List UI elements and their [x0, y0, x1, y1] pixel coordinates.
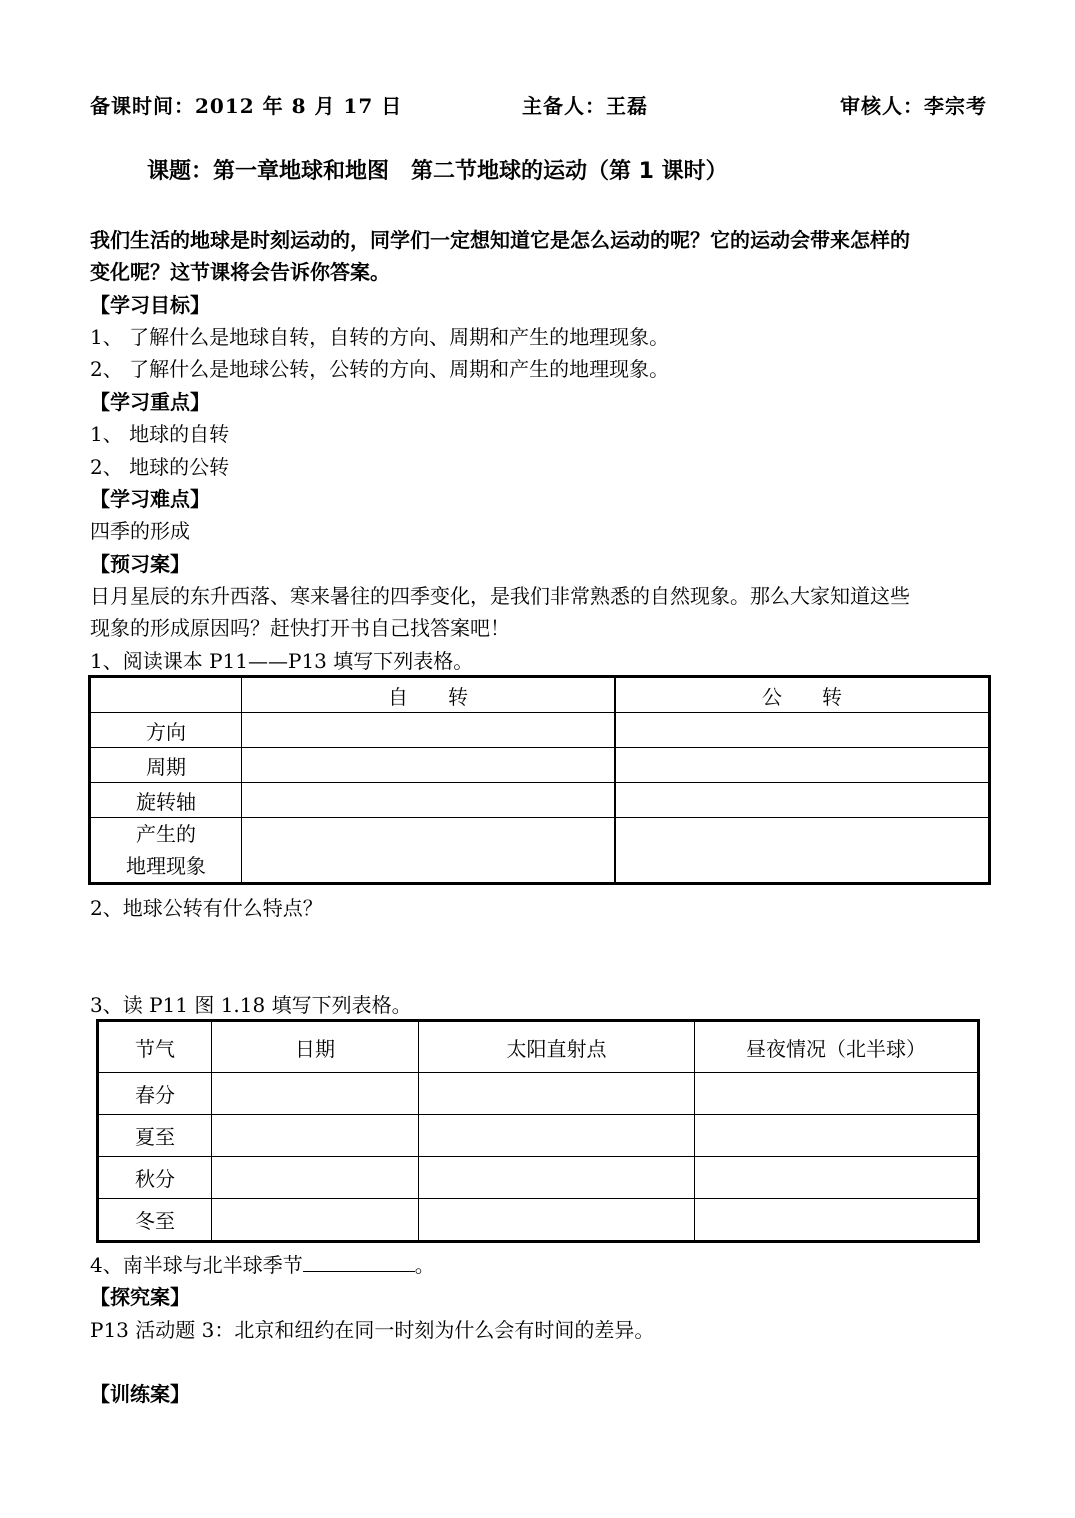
answer-cell[interactable] — [615, 818, 990, 884]
lead-preparer: 主备人：王磊 — [522, 94, 648, 118]
preview-heading: 【预习案】 — [90, 552, 190, 576]
header-direct-point: 太阳直射点 — [419, 1021, 695, 1073]
question-4-prefix: 4、南半球与北半球季节 — [90, 1253, 303, 1277]
goals-heading: 【学习目标】 — [90, 293, 210, 317]
header-revolution: 公 转 — [615, 677, 990, 713]
header-date: 日期 — [212, 1021, 419, 1073]
row-label-phenomena-line-2: 地理现象 — [126, 854, 206, 878]
answer-cell[interactable] — [212, 1157, 419, 1199]
prep-time: 备课时间：2012 年 8 月 17 日 — [90, 94, 403, 118]
explore-text: P13 活动题 3：北京和纽约在同一时刻为什么会有时间的差异。 — [90, 1318, 655, 1342]
goal-item-1: 1、 了解什么是地球自转，自转的方向、周期和产生的地理现象。 — [90, 325, 670, 349]
key-point-item-1: 1、 地球的自转 — [90, 422, 230, 446]
rotation-revolution-table — [88, 675, 991, 885]
answer-cell[interactable] — [212, 1115, 419, 1157]
practice-heading: 【训练案】 — [90, 1382, 190, 1406]
lesson-title: 课题：第一章地球和地图 第二节地球的运动（第 1 课时） — [147, 159, 728, 184]
table-row — [90, 783, 990, 818]
table-row — [98, 1157, 979, 1199]
reviewer: 审核人：李宗考 — [840, 94, 987, 118]
row-label-summer-solstice: 夏至 — [98, 1115, 212, 1157]
row-label-direction: 方向 — [90, 713, 242, 748]
answer-cell[interactable] — [419, 1115, 695, 1157]
question-4 — [90, 1249, 435, 1278]
preview-line-1: 日月星辰的东升西落、寒来暑往的四季变化，是我们非常熟悉的自然现象。那么大家知道这些 — [90, 584, 910, 608]
table-row — [98, 1073, 979, 1115]
answer-cell[interactable] — [419, 1199, 695, 1242]
intro-line-2: 变化呢？这节课将会告诉你答案。 — [90, 260, 390, 284]
answer-cell[interactable] — [419, 1073, 695, 1115]
difficulty-heading: 【学习难点】 — [90, 487, 210, 511]
explore-heading: 【探究案】 — [90, 1285, 190, 1309]
answer-cell[interactable] — [615, 783, 990, 818]
table-row — [90, 713, 990, 748]
question-4-suffix: 。 — [414, 1253, 435, 1277]
answer-cell[interactable] — [242, 783, 616, 818]
preview-line-2: 现象的形成原因吗？赶快打开书自己找答案吧！ — [90, 616, 510, 640]
difficulty-text: 四季的形成 — [90, 519, 190, 543]
table-row — [98, 1199, 979, 1242]
table-row — [90, 677, 990, 713]
answer-cell[interactable] — [242, 818, 616, 884]
intro-line-1: 我们生活的地球是时刻运动的，同学们一定想知道它是怎么运动的呢？它的运动会带来怎样的 — [90, 228, 910, 252]
row-label-phenomena-line-1: 产生的 — [136, 822, 196, 846]
table-row — [98, 1021, 979, 1073]
table-row — [90, 818, 990, 884]
answer-cell[interactable] — [695, 1115, 979, 1157]
answer-cell[interactable] — [695, 1157, 979, 1199]
row-label-phenomena — [90, 818, 242, 884]
table-cell-empty[interactable] — [90, 677, 242, 713]
question-2: 2、地球公转有什么特点？ — [90, 896, 323, 920]
solar-terms-table — [96, 1019, 980, 1243]
key-point-item-2: 2、 地球的公转 — [90, 455, 230, 479]
fill-in-blank[interactable] — [303, 1251, 415, 1272]
header-rotation: 自 转 — [242, 677, 616, 713]
answer-cell[interactable] — [695, 1073, 979, 1115]
row-label-spring-equinox: 春分 — [98, 1073, 212, 1115]
header-day-night: 昼夜情况（北半球） — [695, 1021, 979, 1073]
answer-cell[interactable] — [419, 1157, 695, 1199]
goal-item-2: 2、 了解什么是地球公转，公转的方向、周期和产生的地理现象。 — [90, 357, 670, 381]
table-row — [98, 1115, 979, 1157]
question-3: 3、读 P11 图 1.18 填写下列表格。 — [90, 993, 412, 1017]
answer-cell[interactable] — [242, 748, 616, 783]
row-label-period: 周期 — [90, 748, 242, 783]
row-label-winter-solstice: 冬至 — [98, 1199, 212, 1242]
header-solar-term: 节气 — [98, 1021, 212, 1073]
question-1: 1、阅读课本 P11——P13 填写下列表格。 — [90, 649, 474, 673]
answer-cell[interactable] — [212, 1199, 419, 1242]
answer-cell[interactable] — [695, 1199, 979, 1242]
key-points-heading: 【学习重点】 — [90, 390, 210, 414]
row-label-autumn-equinox: 秋分 — [98, 1157, 212, 1199]
table-row — [90, 748, 990, 783]
answer-cell[interactable] — [212, 1073, 419, 1115]
answer-cell[interactable] — [242, 713, 616, 748]
row-label-axis: 旋转轴 — [90, 783, 242, 818]
answer-cell[interactable] — [615, 748, 990, 783]
answer-cell[interactable] — [615, 713, 990, 748]
